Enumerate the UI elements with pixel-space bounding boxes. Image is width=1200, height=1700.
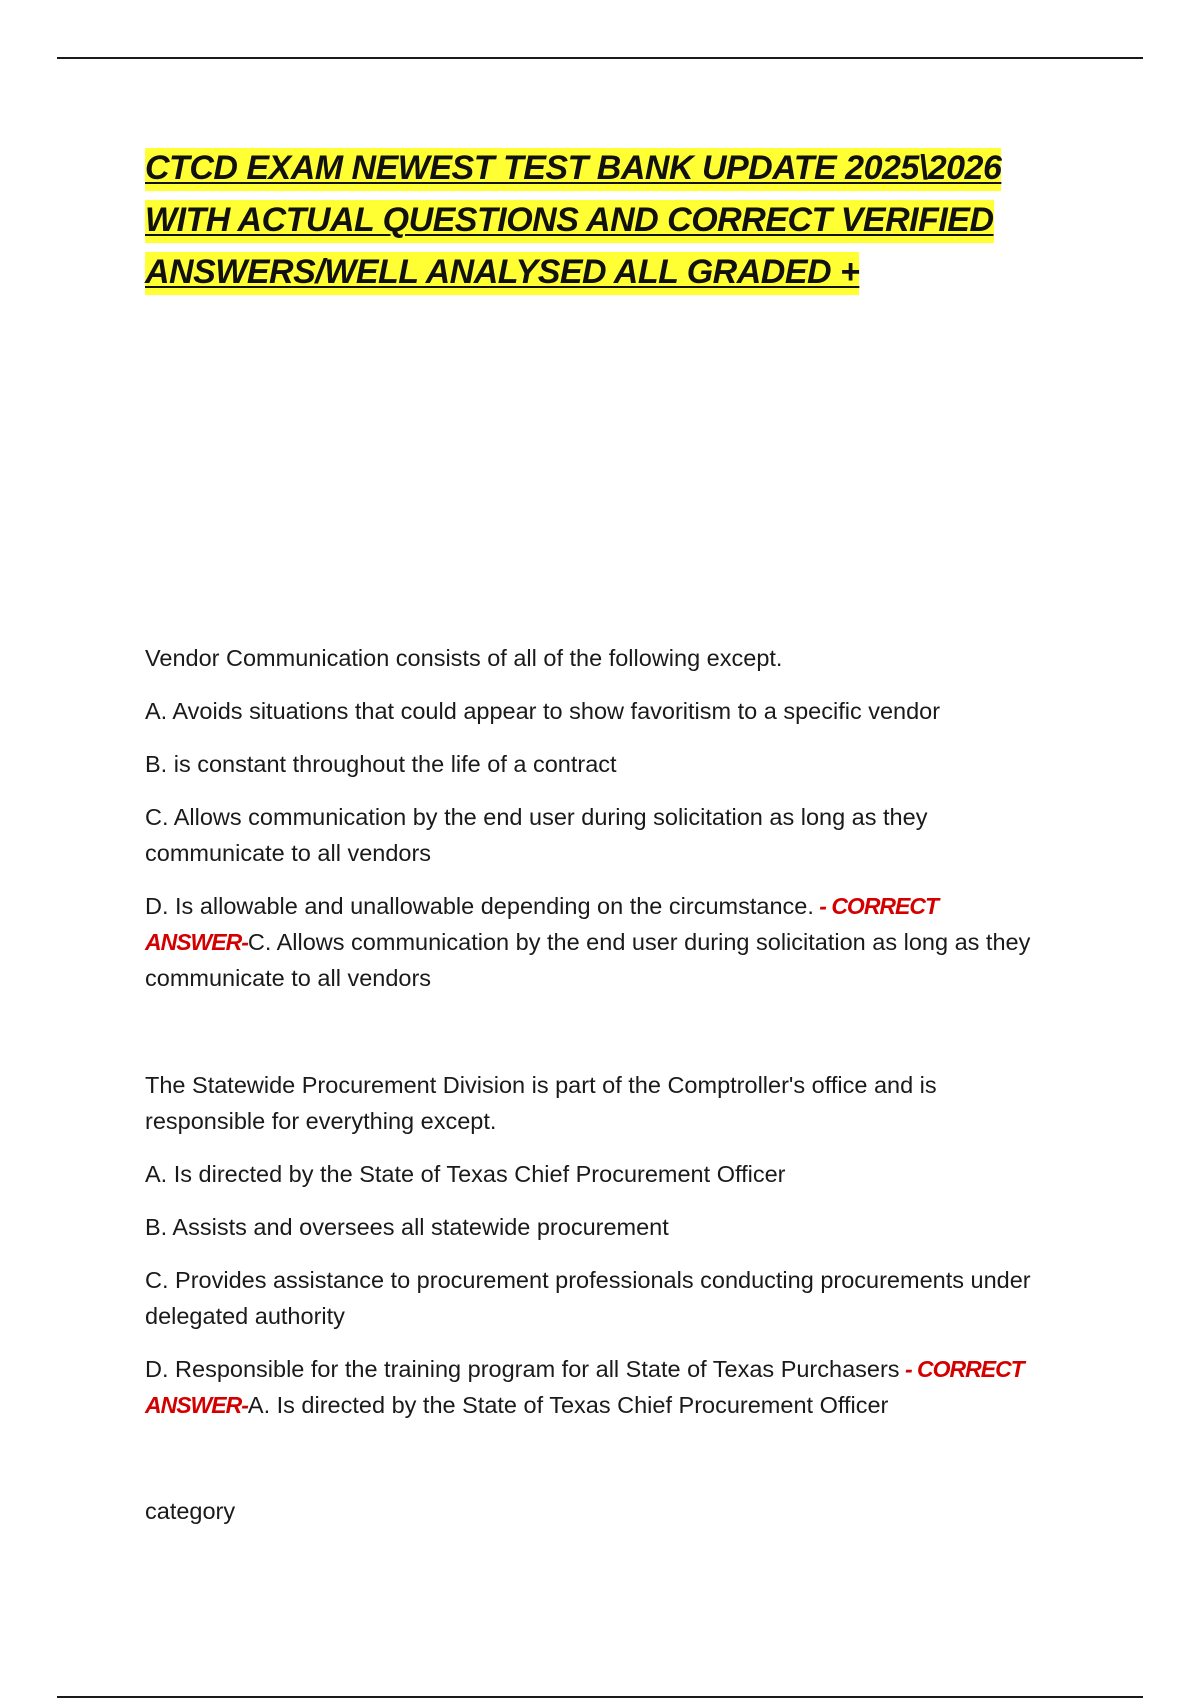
question-content bbox=[145, 640, 1045, 1529]
bottom-divider bbox=[57, 1696, 1143, 1698]
trailing-text: category bbox=[145, 1498, 236, 1524]
question-prompt: The Statewide Procurement Division is part of the Comptroller's office and is responsible for everything except. bbox=[145, 1072, 937, 1134]
correct-answer: C. Allows communication by the end user during solicitation as long as they communicate to all vendors bbox=[145, 929, 1031, 991]
question-block-2 bbox=[145, 1067, 1045, 1423]
correct-answer-marker: - CORRECT ANSWER- bbox=[145, 1356, 1024, 1418]
option-a: A. Avoids situations that could appear to show favoritism to a specific vendor bbox=[145, 698, 941, 724]
question-prompt: Vendor Communication consists of all of the following except. bbox=[145, 645, 783, 671]
option-c: C. Provides assistance to procurement professionals conducting procurements under delegated authority bbox=[145, 1267, 1031, 1329]
option-b: B. Assists and oversees all statewide procurement bbox=[145, 1214, 669, 1240]
option-d: D. Is allowable and unallowable depending on the circumstance. bbox=[145, 893, 814, 919]
correct-answer: A. Is directed by the State of Texas Chief Procurement Officer bbox=[247, 1392, 889, 1418]
question-block-1 bbox=[145, 640, 1045, 996]
option-d-with-answer bbox=[145, 888, 1045, 996]
document-title bbox=[145, 142, 1065, 298]
option-c: C. Allows communication by the end user during solicitation as long as they communicate to all vendors bbox=[145, 804, 928, 866]
option-d-with-answer bbox=[145, 1351, 1045, 1423]
option-b: B. is constant throughout the life of a contract bbox=[145, 751, 617, 777]
title-highlight: CTCD EXAM NEWEST TEST BANK UPDATE 2025\2026 WITH ACTUAL QUESTIONS AND CORRECT VERIFIED ANSWERS/WELL ANALYSED ALL GRADED + bbox=[145, 148, 1001, 295]
option-d: D. Responsible for the training program for all State of Texas Purchasers bbox=[145, 1356, 900, 1382]
top-divider bbox=[57, 57, 1143, 59]
correct-answer-marker: - CORRECT ANSWER- bbox=[145, 893, 939, 955]
option-a: A. Is directed by the State of Texas Chief Procurement Officer bbox=[145, 1161, 786, 1187]
